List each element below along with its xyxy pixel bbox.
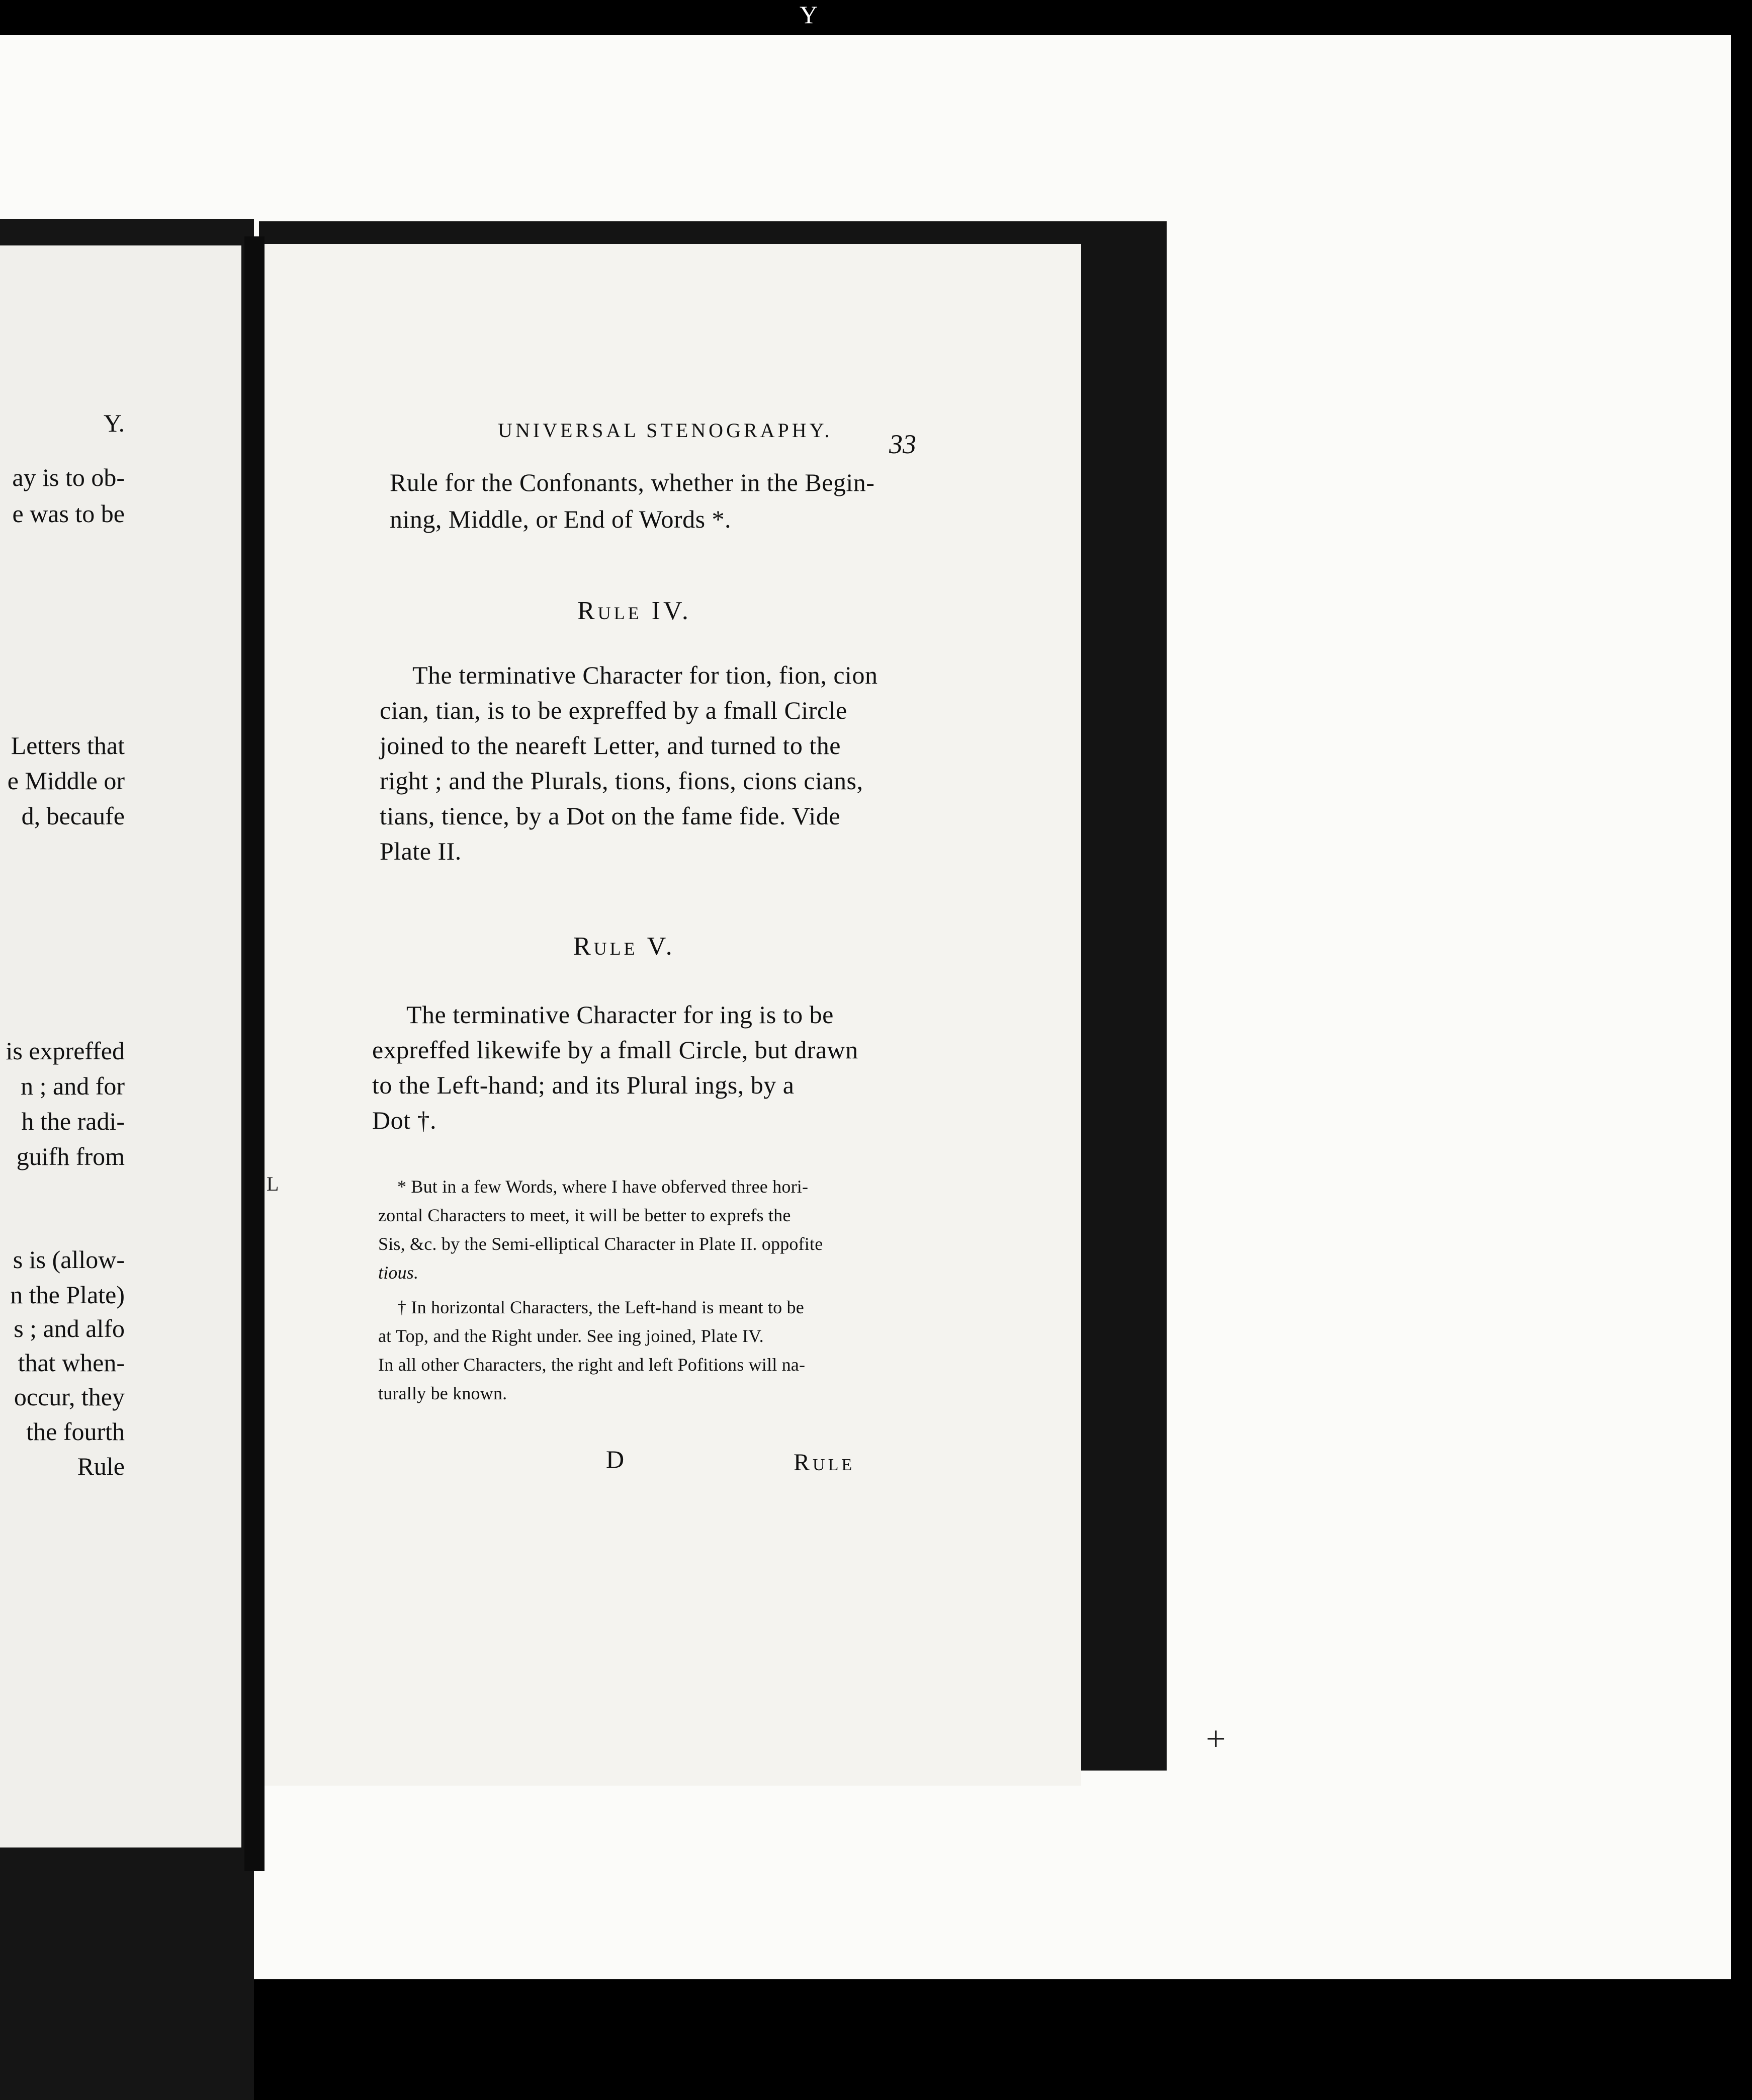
footnote-line: at Top, and the Right under. See ing joined, Plate IV.	[378, 1326, 764, 1346]
body-line: right ; and the Plurals, tions, fions, cions cians,	[380, 767, 863, 795]
running-head: UNIVERSAL STENOGRAPHY.	[498, 419, 833, 442]
body-line: ning, Middle, or End of Words *.	[390, 505, 732, 533]
left-line: that when-	[18, 1349, 125, 1377]
signature-mark: D	[606, 1445, 625, 1473]
book-gutter	[244, 236, 265, 1871]
footnote-line: Sis, &c. by the Semi-elliptical Character in Plate II. oppofite	[378, 1234, 823, 1254]
body-line: The terminative Character for ing is to be	[406, 1000, 834, 1029]
catchword: Rule	[794, 1449, 855, 1476]
body-line: to the Left-hand; and its Plural ings, by a	[372, 1071, 795, 1099]
footnote-line: zontal Characters to meet, it will be better to exprefs the	[378, 1205, 791, 1225]
left-line: n ; and for	[21, 1072, 125, 1100]
left-line: s ; and alfo	[14, 1314, 125, 1342]
left-line: n the Plate)	[10, 1281, 125, 1309]
footnote-line: * But in a few Words, where I have obferved three hori-	[397, 1177, 809, 1197]
left-line: is expreffed	[6, 1037, 125, 1065]
body-line: Plate II.	[380, 837, 462, 865]
rule-v-heading: Rule V.	[573, 932, 675, 961]
page-number: 33	[889, 429, 916, 459]
body-line: cian, tian, is to be expreffed by a fmall Circle	[380, 696, 847, 724]
body-line: joined to the neareft Letter, and turned to the	[380, 731, 841, 760]
body-line: The terminative Character for tion, fion, cion	[412, 661, 878, 689]
left-header-fragment: Y.	[103, 409, 125, 437]
body-line: Dot †.	[372, 1106, 436, 1134]
footnote-line: In all other Characters, the right and left Pofitions will na-	[378, 1355, 806, 1375]
body-line: expreffed likewife by a fmall Circle, but drawn	[372, 1036, 858, 1064]
left-line: s is (allow-	[13, 1245, 125, 1274]
registration-mark-top: Y	[800, 1, 818, 29]
left-line: d, becaufe	[21, 802, 125, 830]
left-line: Rule	[77, 1452, 125, 1480]
left-line: h the radi-	[21, 1107, 125, 1135]
registration-mark-cross: +	[1206, 1720, 1226, 1758]
left-line: occur, they	[14, 1383, 125, 1411]
body-line: Rule for the Confonants, whether in the Begin-	[390, 468, 875, 496]
rule-iv-heading: Rule IV.	[577, 597, 691, 625]
footnote-line: tious.	[378, 1263, 419, 1283]
left-line: e was to be	[12, 499, 125, 528]
left-line: Letters that	[11, 731, 125, 760]
footnote-line: turally be known.	[378, 1383, 507, 1403]
left-line: e Middle or	[7, 767, 125, 795]
margin-tick-mark: L	[267, 1172, 279, 1195]
left-line: guifh from	[16, 1142, 125, 1170]
left-line: ay is to ob-	[12, 463, 125, 491]
footnote-line: † In horizontal Characters, the Left-hand is meant to be	[397, 1297, 804, 1317]
body-line: tians, tience, by a Dot on the fame fide. Vide	[380, 802, 841, 830]
left-line: the fourth	[26, 1417, 125, 1446]
